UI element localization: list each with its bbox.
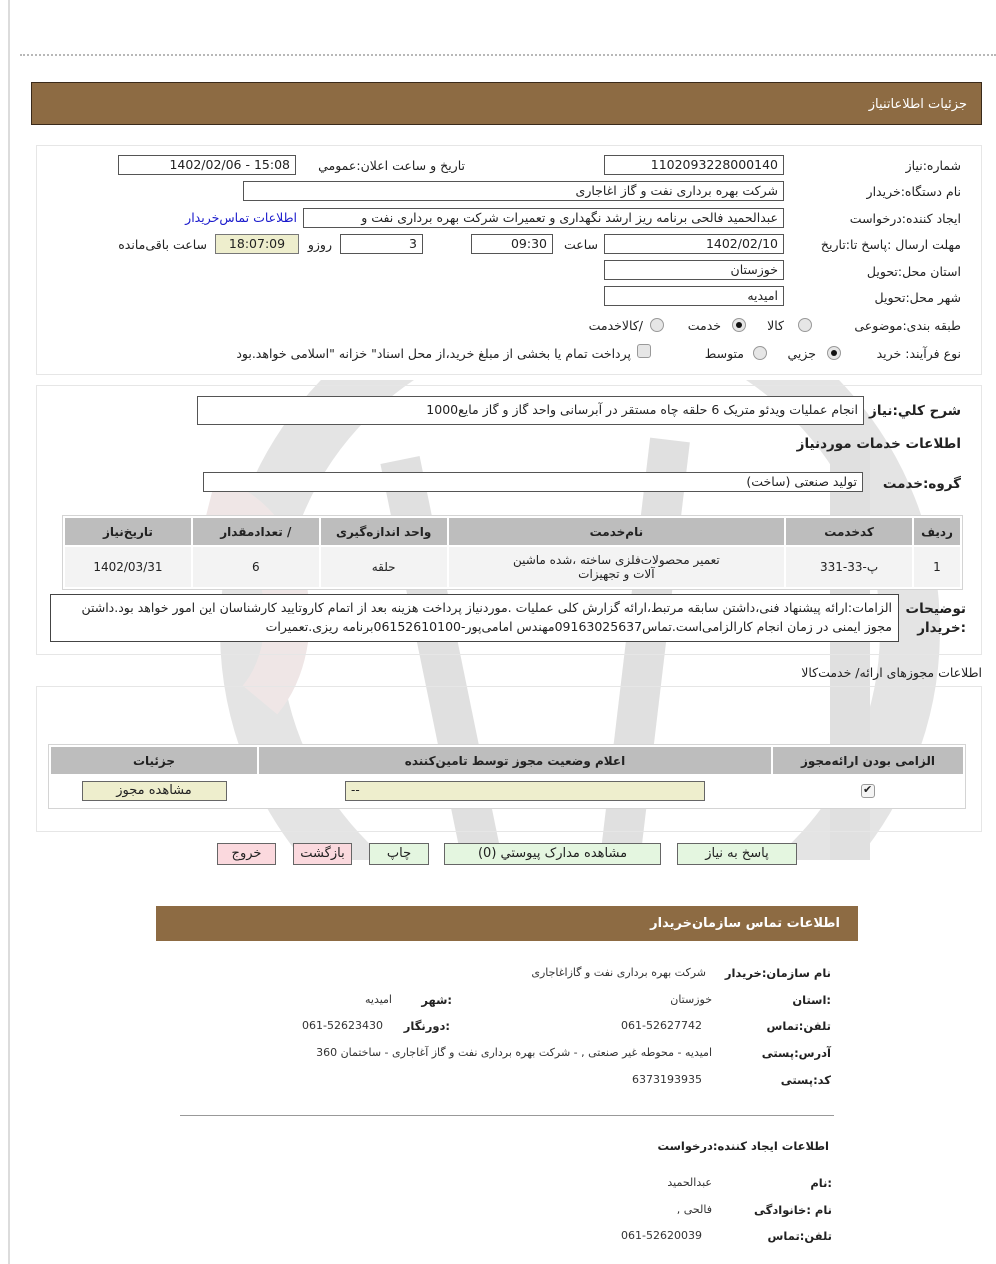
process-jozei-label: جزيي	[787, 346, 816, 361]
services-title: اطلاعات خدمات موردنیاز	[796, 436, 961, 452]
col-permit-details: جزئیات	[51, 747, 257, 774]
creator-name-value: عبدالحمید	[667, 1176, 712, 1189]
cell-need-date: 1402/03/31	[65, 547, 191, 587]
cell-service-name: تعمیر محصولات‌فلزی ساخته ،شده ماشین آلات و تجهیزات	[449, 547, 785, 587]
process-radio-jozei[interactable]	[827, 346, 841, 360]
top-divider	[20, 54, 996, 56]
contact-fax-value: 061-52623430	[302, 1019, 383, 1032]
group-label: گروه:خدمت	[882, 476, 961, 492]
cell-quantity: 6	[193, 547, 319, 587]
cell-permit-required	[773, 776, 963, 806]
contact-province-value: خوزستان	[670, 993, 712, 1006]
process-label: نوع فرآیند: خرید	[876, 346, 961, 361]
permit-status-field[interactable]: --	[345, 781, 705, 801]
buyer-org-field: شرکت بهره برداری نفت و گاز اغاجاری	[243, 181, 784, 201]
cell-service-code: پ-33-331	[786, 547, 912, 587]
cell-row-number: 1	[914, 547, 960, 587]
services-header-row	[65, 518, 960, 545]
org-value: شرکت بهره برداری نفت و گازاغاجاری	[531, 966, 706, 979]
org-label: نام سازمان:خریدار	[724, 966, 831, 980]
deadline-label: مهلت ارسال :پاسخ تا:تاریخ	[820, 237, 961, 252]
contact-city-value: امیدیه	[364, 993, 392, 1006]
days-field: 3	[340, 234, 423, 254]
table-row	[65, 547, 960, 587]
category-radio-kala[interactable]	[798, 318, 812, 332]
payment-checkbox[interactable]	[637, 344, 651, 358]
page-header	[31, 82, 982, 125]
buyer-contact-link[interactable]: اطلاعات تماس‌خریدار	[185, 210, 297, 225]
payment-note: پرداخت تمام یا بخشی از مبلغ خرید،از محل اسناد" خزانه "اسلامی خواهد.بود	[236, 346, 631, 361]
remaining-label: ساعت باقی‌مانده	[118, 237, 207, 252]
contact-address-label: آدرس:پستی	[761, 1046, 831, 1060]
buyer-contact-title: اطلاعات تماس سازمان‌خریدار	[650, 916, 840, 931]
col-permit-required: الزامی بودن ارائه‌مجوز	[773, 747, 963, 774]
remaining-time-field: 18:07:09	[215, 234, 299, 254]
exit-button[interactable]: خروج	[217, 843, 276, 865]
contact-province-label: :استان	[792, 993, 831, 1007]
category-label: طبقه بندی:موضوعی	[854, 318, 961, 333]
category-khedmat-label: خدمت	[687, 318, 721, 333]
buyer-contact-header	[156, 906, 858, 941]
cell-permit-details	[51, 776, 257, 806]
creator-family-label: نام :خانوادگی	[754, 1203, 832, 1217]
contact-separator	[180, 1115, 834, 1116]
announce-field: 1402/02/06 - 15:08	[118, 155, 296, 175]
col-service-code: کدخدمت	[786, 518, 912, 545]
deadline-time-field: 09:30	[471, 234, 553, 254]
group-field: تولید صنعتی (ساخت)	[203, 472, 863, 492]
print-button[interactable]: چاپ	[369, 843, 429, 865]
cell-permit-status	[259, 776, 771, 806]
col-unit: واحد اندازه‌گیری	[321, 518, 447, 545]
deadline-date-field: 1402/02/10	[604, 234, 784, 254]
days-label: روزو	[307, 237, 332, 252]
need-number-field: 1102093228000140	[604, 155, 784, 175]
buyer-notes-label: توضیحات :خریدار	[905, 601, 966, 636]
permits-header-row	[51, 747, 963, 774]
contact-city-label: :شهر	[421, 993, 452, 1007]
creator-info-title: اطلاعات ایجاد کننده:درخواست	[657, 1139, 829, 1153]
col-quantity: / تعدادمقدار	[193, 518, 319, 545]
contact-phone-value: 061-52627742	[621, 1019, 702, 1032]
attachments-button[interactable]: مشاهده مدارک پیوستي (0)	[444, 843, 661, 865]
view-permit-button[interactable]: مشاهده مجوز	[82, 781, 227, 801]
creator-phone-value: 061-52620039	[621, 1229, 702, 1242]
contact-address-value: امیدیه - محوطه غیر صنعتی , - شرکت بهره برداری نفت و گاز آغاجاری - ساختمان 360	[316, 1046, 712, 1059]
process-motavaset-label: متوسط	[704, 346, 744, 361]
description-field: انجام عملیات ویدئو متریک 6 حلقه چاه مستقر در آبرسانی واحد گاز و گاز مایع1000	[197, 396, 864, 425]
col-row-number: ردیف	[914, 518, 960, 545]
deadline-time-label: ساعت	[563, 237, 598, 252]
description-label: شرح کلي:نیاز	[869, 403, 961, 419]
creator-phone-label: تلفن:تماس	[767, 1229, 832, 1243]
creator-label: ایجاد کننده:درخواست	[849, 211, 961, 226]
category-radio-kala-khedmat[interactable]	[650, 318, 664, 332]
creator-field: عبدالحمید فالحی برنامه ریز ارشد نگهداری و تعمیرات شرکت بهره برداری نفت و	[303, 208, 784, 228]
city-label: شهر محل:تحویل	[874, 290, 961, 305]
permits-table	[48, 744, 966, 809]
permits-title: اطلاعات مجوزهای ارائه/ خدمت‌کالا	[801, 665, 982, 680]
city-field: امیدیه	[604, 286, 784, 306]
need-info-panel	[36, 145, 982, 375]
contact-phone-label: تلفن:تماس	[766, 1019, 831, 1033]
back-button[interactable]: بازگشت	[293, 843, 352, 865]
buyer-org-label: نام دستگاه:خریدار	[866, 184, 961, 199]
col-need-date: تاریخ‌نیاز	[65, 518, 191, 545]
contact-fax-label: :دورنگار	[403, 1019, 450, 1033]
category-radio-khedmat[interactable]	[732, 318, 746, 332]
process-radio-motavaset[interactable]	[753, 346, 767, 360]
province-field: خوزستان	[604, 260, 784, 280]
creator-name-label: :نام	[810, 1176, 832, 1190]
services-table	[62, 515, 963, 590]
contact-postal-label: کد:پستی	[780, 1073, 831, 1087]
need-number-label: شماره:نیاز	[905, 158, 961, 173]
creator-family-value: فالحی ,	[676, 1203, 712, 1216]
col-service-name: نام‌خدمت	[449, 518, 785, 545]
province-label: استان محل:تحویل	[866, 264, 961, 279]
page-left-border	[8, 0, 10, 1264]
table-row	[51, 776, 963, 806]
reply-button[interactable]: پاسخ به نیاز	[677, 843, 797, 865]
permit-required-checkbox[interactable]	[861, 784, 875, 798]
buyer-notes-box: الزامات:ارائه پیشنهاد فنی،داشتن سابقه مرتبط،ارائه گزارش کلی عملیات .موردنیاز پرداخت هزینه بعد از اتمام کاروتایید کارشناسان این امور خواهد بود.داشتن مجوز ایمنی در زمان انجام کارالزامی‌است.تماس09163025637مهندس امامی‌پور-06152610100برنامه ریزی.تعمیرات	[50, 594, 899, 642]
header-title: جزئیات اطلاعاتنیاز	[868, 97, 967, 112]
cell-unit: حلقه	[321, 547, 447, 587]
announce-label: تاریخ و ساعت اعلان:عمومي	[318, 158, 465, 173]
col-permit-status: اعلام وضعیت مجوز توسط تامین‌کننده	[259, 747, 771, 774]
category-kala-khedmat-label: /کالاخدمت	[588, 318, 643, 333]
contact-postal-value: 6373193935	[632, 1073, 702, 1086]
category-kala-label: کالا	[767, 318, 784, 333]
